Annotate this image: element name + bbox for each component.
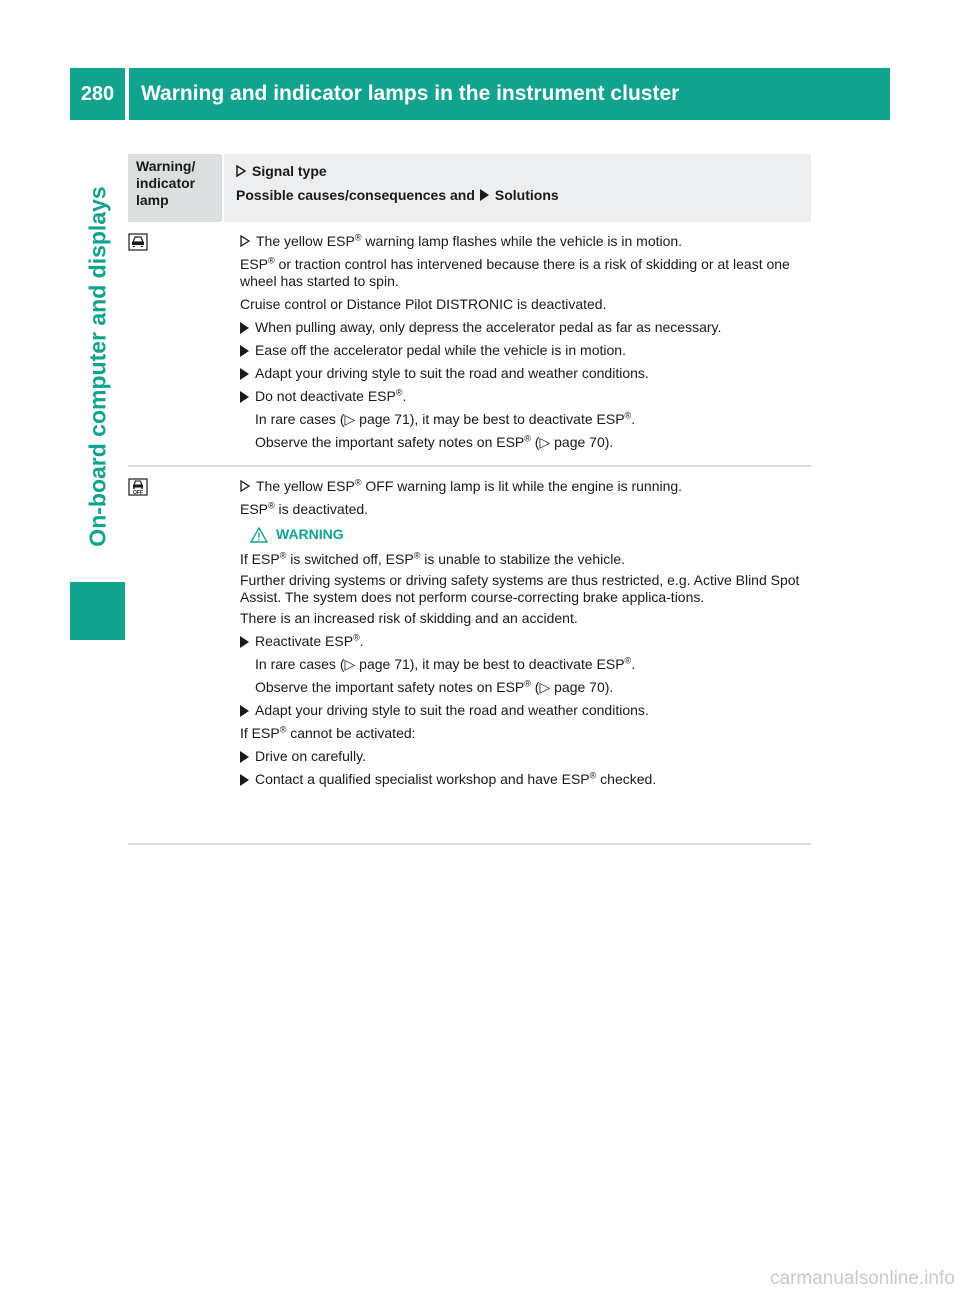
solutions-label: Solutions: [494, 187, 559, 203]
watermark: carmanualsonline.info: [770, 1268, 955, 1289]
signal-type-label: Signal type: [252, 163, 327, 179]
cause-text: If ESP® cannot be activated:: [240, 724, 416, 741]
solution-step: When pulling away, only depress the accelerator pedal as far as necessary.: [240, 319, 810, 336]
cause-text: ESP® or traction control has intervened because there is a risk of skidding or at least one wheel has started to spin.: [240, 255, 790, 289]
signal-description: The yellow ESP® warning lamp flashes while the vehicle is in motion.: [240, 233, 810, 250]
step-arrow-icon: [240, 774, 249, 786]
signal-type-icon: [240, 480, 250, 492]
step-arrow-icon: [240, 751, 249, 763]
row-divider: [128, 465, 811, 467]
signal-description: The yellow ESP® OFF warning lamp is lit while the engine is running.: [240, 478, 810, 495]
solution-step: Reactivate ESP®.: [240, 633, 810, 650]
page-title: Warning and indicator lamps in the instrument cluster: [129, 68, 890, 120]
column-header-lamp: Warning/ indicator lamp: [128, 154, 222, 222]
page-number: 280: [70, 68, 125, 120]
esp-off-icon: [128, 478, 148, 496]
cause-text: ESP® is deactivated.: [240, 500, 369, 517]
solution-step: Drive on carefully.: [240, 748, 810, 765]
solution-step: Adapt your driving style to suit the road and weather conditions.: [240, 702, 810, 719]
page-reference[interactable]: Observe the important safety notes on ESP® (▷ page 70).: [255, 433, 614, 450]
step-arrow-icon: [240, 368, 249, 380]
table-header: [128, 154, 811, 222]
step-arrow-icon: [240, 705, 249, 717]
solution-step: Do not deactivate ESP®.: [240, 388, 810, 405]
cause-text: Cruise control or Distance Pilot DISTRONIC is deactivated.: [240, 296, 607, 312]
page-reference[interactable]: In rare cases (▷ page 71), it may be best to deactivate ESP®.: [255, 655, 636, 672]
svg-text:OFF: OFF: [133, 490, 143, 496]
step-arrow-icon: [240, 636, 249, 648]
page-reference[interactable]: In rare cases (▷ page 71), it may be best to deactivate ESP®.: [255, 410, 636, 427]
step-arrow-icon: [240, 322, 249, 334]
row-divider: [128, 843, 811, 845]
solutions-arrow-icon: [480, 189, 489, 201]
side-tab-label: On-board computer and displays: [84, 185, 111, 547]
solution-step: Adapt your driving style to suit the road and weather conditions.: [240, 365, 810, 382]
causes-label: Possible causes/consequences and: [236, 187, 475, 203]
signal-type-icon: [240, 235, 250, 247]
page-reference[interactable]: Observe the important safety notes on ESP® (▷ page 70).: [255, 678, 614, 695]
side-tab-marker: [70, 582, 125, 640]
warning-text: Further driving systems or driving safety systems are thus restricted, e.g. Active Blind Spot Assist. The system does not perform course-correcting brake applica-tions.: [240, 572, 800, 605]
esp-warning-icon: [128, 233, 148, 251]
solution-step: Ease off the accelerator pedal while the vehicle is in motion.: [240, 342, 810, 359]
solution-step: Contact a qualified specialist workshop and have ESP® checked.: [240, 771, 810, 788]
warning-text: There is an increased risk of skidding and an accident.: [240, 610, 578, 626]
side-tab: [72, 122, 124, 610]
signal-type-icon: [236, 165, 246, 177]
warning-heading: WARNING: [250, 526, 810, 543]
column-header-signal: [224, 154, 811, 222]
step-arrow-icon: [240, 345, 249, 357]
warning-triangle-icon: [250, 527, 268, 543]
step-arrow-icon: [240, 391, 249, 403]
warning-text: If ESP® is switched off, ESP® is unable to stabilize the vehicle.: [240, 550, 626, 567]
